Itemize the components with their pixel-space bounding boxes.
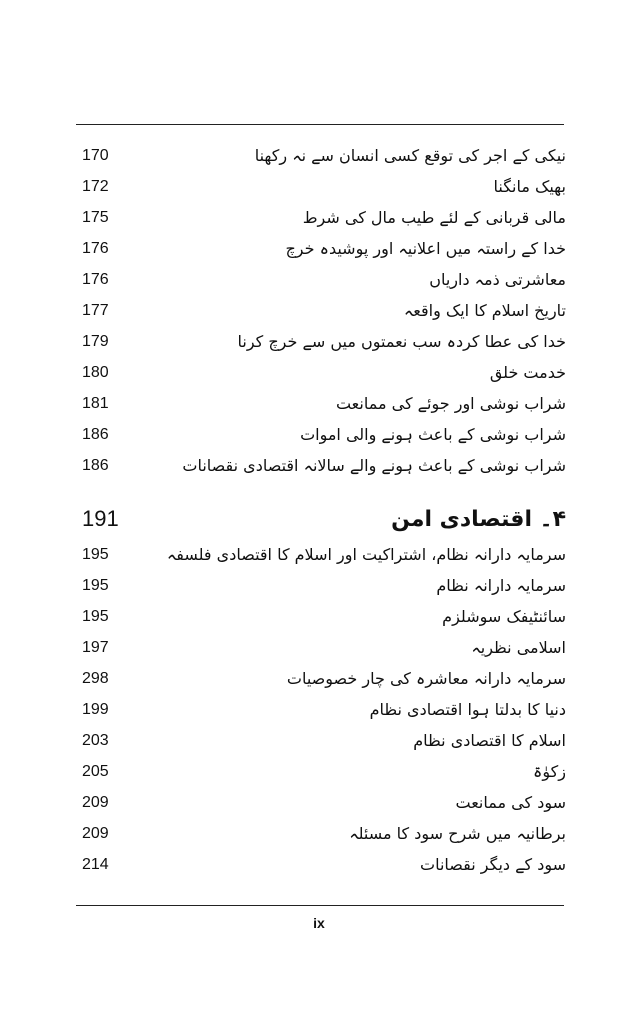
toc-entry-title: شراب نوشی کے باعث ہونے والی اموات (300, 425, 566, 444)
toc-entry-title: دنیا کا بدلتا ہوا اقتصادی نظام (369, 700, 566, 719)
toc-entry-page: 176 (82, 239, 109, 257)
toc-entry[interactable] (82, 202, 566, 233)
toc-entry[interactable] (82, 450, 566, 481)
toc-entry[interactable] (82, 632, 566, 663)
toc-entry-title: شراب نوشی کے باعث ہونے والے سالانہ اقتصادی نقصانات (182, 456, 566, 475)
toc-entry-title: مالی قربانی کے لئے طیب مال کی شرط (302, 208, 566, 227)
toc-entry[interactable] (82, 601, 566, 632)
toc-entry-page: 186 (82, 456, 109, 474)
toc-entry-page: 170 (82, 146, 109, 164)
toc-entry-page: 199 (82, 700, 109, 718)
toc-entry-title: سود کے دیگر نقصانات (420, 855, 566, 874)
toc-entry[interactable] (82, 725, 566, 756)
page-folio: ix (313, 915, 325, 931)
toc-entry[interactable] (82, 818, 566, 849)
toc-entry-page: 186 (82, 425, 109, 443)
toc-entry[interactable] (82, 419, 566, 450)
toc-entry[interactable] (82, 694, 566, 725)
toc-entry-page: 197 (82, 638, 109, 656)
toc-entry-page: 172 (82, 177, 109, 195)
toc-entry-title: زکوٰۃ (533, 762, 566, 781)
toc-entry-title: خدمت خلق (489, 363, 566, 382)
toc-entry-page: 195 (82, 576, 109, 594)
toc-entry-title: تاریخ اسلام کا ایک واقعہ (403, 301, 566, 320)
toc-entry[interactable] (82, 663, 566, 694)
toc-entry-title: سرمایہ دارانہ نظام، اشتراکیت اور اسلام کا اقتصادی فلسفہ (166, 545, 566, 564)
toc-entry-page: 298 (82, 669, 109, 687)
toc-entry-title: اسلام کا اقتصادی نظام (413, 731, 566, 750)
bottom-rule (76, 905, 564, 906)
toc-entry[interactable] (82, 570, 566, 601)
toc-entry-page: 195 (82, 545, 109, 563)
toc-entry-page: 175 (82, 208, 109, 226)
toc-entry-title: خدا کے راستہ میں اعلانیہ اور پوشیدہ خرچ (285, 239, 566, 258)
top-rule (76, 124, 564, 125)
toc-entry-page: 176 (82, 270, 109, 288)
toc-entry-title: خدا کی عطا کردہ سب نعمتوں میں سے خرچ کرنا (237, 332, 566, 351)
toc-group-1 (82, 140, 566, 481)
toc-entry-title: سائنٹیفک سوشلزم (442, 607, 566, 626)
toc-entry-page: 179 (82, 332, 109, 350)
toc-heading-page: 191 (82, 506, 119, 531)
toc-entry[interactable] (82, 849, 566, 880)
toc-entry[interactable] (82, 787, 566, 818)
toc-entry-title: معاشرتی ذمہ داریاں (429, 270, 566, 289)
toc-entry-title: برطانیہ میں شرح سود کا مسئلہ (349, 824, 566, 843)
table-of-contents (82, 140, 566, 880)
toc-entry-title: سود کی ممانعت (455, 793, 566, 812)
toc-entry-page: 214 (82, 855, 109, 873)
toc-entry-page: 180 (82, 363, 109, 381)
toc-entry[interactable] (82, 264, 566, 295)
toc-entry[interactable] (82, 295, 566, 326)
toc-entry-page: 195 (82, 607, 109, 625)
toc-entry-title: شراب نوشی اور جوئے کی ممانعت (335, 394, 566, 413)
toc-entry[interactable] (82, 388, 566, 419)
toc-entry-page: 209 (82, 793, 109, 811)
toc-entry[interactable] (82, 140, 566, 171)
toc-entry-title: نیکی کے اجر کی توقع کسی انسان سے نہ رکھنا (254, 146, 566, 165)
toc-entry-title: سرمایہ دارانہ معاشرہ کی چار خصوصیات (286, 669, 566, 688)
toc-entry[interactable] (82, 756, 566, 787)
toc-entry-page: 205 (82, 762, 109, 780)
toc-entry-page: 209 (82, 824, 109, 842)
toc-section-heading[interactable] (82, 499, 566, 539)
toc-entry-page: 203 (82, 731, 109, 749)
toc-heading-title: ۴۔ اقتصادی امن (391, 506, 566, 532)
toc-entry[interactable] (82, 357, 566, 388)
toc-entry[interactable] (82, 233, 566, 264)
toc-entry-title: اسلامی نظریہ (471, 638, 566, 657)
toc-entry-title: سرمایہ دارانہ نظام (436, 576, 566, 595)
toc-group-2 (82, 539, 566, 880)
toc-entry-title: بھیک مانگنا (493, 177, 566, 196)
toc-entry[interactable] (82, 171, 566, 202)
toc-entry-page: 177 (82, 301, 109, 319)
toc-entry[interactable] (82, 326, 566, 357)
toc-entry[interactable] (82, 539, 566, 570)
toc-entry-page: 181 (82, 394, 109, 412)
